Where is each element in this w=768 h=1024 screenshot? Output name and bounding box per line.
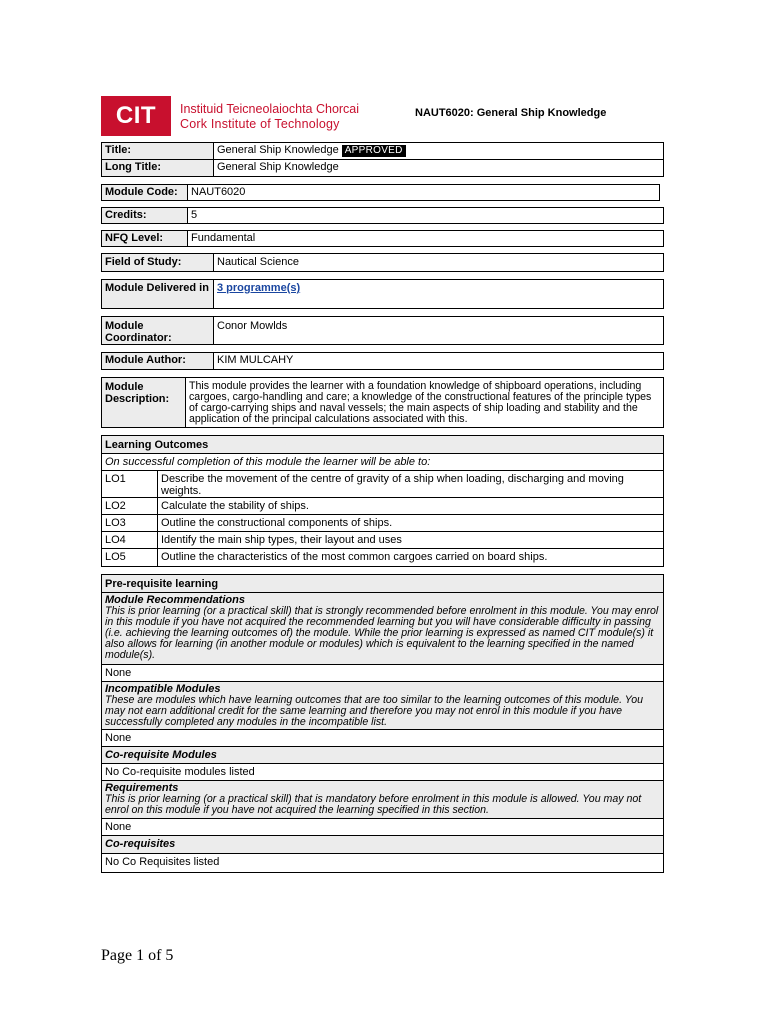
lo-text: Calculate the stability of ships. [161, 500, 309, 512]
long-title-label: Long Title: [102, 160, 214, 176]
logo-irish-name: Instituid Teicneolaiochta Chorcai [180, 102, 360, 116]
logo-mark: CIT [101, 96, 171, 136]
nfq-row [101, 230, 664, 247]
document-title: NAUT6020: General Ship Knowledge [415, 107, 607, 119]
coordinator-label: Module Coordinator: [102, 317, 214, 344]
field-label: Field of Study: [102, 254, 214, 271]
requirements-text: This is prior learning (or a practical skill) that is mandatory before enrolment in this module is allowed. You may not enrol on this module if you have not acquired the learning specified in this section. [105, 793, 642, 816]
description-label: Module Description: [102, 378, 186, 427]
description-row [101, 377, 664, 428]
requirements-title: Requirements [105, 782, 179, 794]
prerequisite-table [101, 574, 664, 873]
nfq-label: NFQ Level: [102, 231, 188, 246]
incompatible-title: Incompatible Modules [105, 683, 221, 695]
module-code-value: NAUT6020 [191, 186, 246, 198]
corequisite-modules-title: Co-requisite Modules [105, 749, 217, 761]
recommendations-title: Module Recommendations [105, 594, 245, 606]
status-badge: APPROVED [342, 145, 406, 157]
credits-label: Credits: [102, 208, 188, 223]
corequisites-value: No Co Requisites listed [105, 856, 220, 868]
delivered-row [101, 279, 664, 309]
prerequisite-heading: Pre-requisite learning [105, 578, 219, 590]
title-table [101, 142, 664, 177]
coordinator-value: Conor Mowlds [217, 320, 288, 332]
author-value: KIM MULCAHY [217, 354, 294, 366]
delivered-value [214, 280, 663, 308]
learning-outcomes-intro: On successful completion of this module the learner will be able to: [105, 456, 431, 468]
learning-outcomes-table [101, 435, 664, 567]
long-title-value: General Ship Knowledge [217, 161, 339, 173]
corequisites-title: Co-requisites [105, 838, 176, 850]
lo-code: LO4 [102, 532, 158, 548]
title-text: General Ship Knowledge [217, 144, 339, 156]
author-row [101, 352, 664, 370]
cit-logo [101, 96, 395, 136]
incompatible-text: These are modules which have learning outcomes that are too similar to the learning outcomes of this module. You may not earn additional credit for the same learning and therefore you may not enrol in this module if you have successfully completed any modules in the incompatible list. [105, 694, 644, 728]
coordinator-row [101, 316, 664, 345]
title-value [214, 143, 663, 159]
programmes-link[interactable]: 3 programme(s) [217, 282, 301, 294]
field-value: Nautical Science [217, 256, 299, 268]
description-value: This module provides the learner with a foundation knowledge of shipboard operations, including cargoes, cargo-handling and care; a knowledge of the constructional features of the principle types of cargo-carrying ships and naval vessels; the main aspects of ship loading and stability and the application of the principal calculations associated with this. [189, 380, 652, 425]
nfq-value: Fundamental [191, 232, 256, 244]
corequisite-modules-value: No Co-requisite modules listed [105, 766, 255, 778]
author-label: Module Author: [102, 353, 214, 369]
lo-text: Outline the characteristics of the most common cargoes carried on board ships. [161, 551, 548, 563]
recommendations-text: This is prior learning (or a practical skill) that is strongly recommended before enrolment in this module. You may enrol in this module if you have not acquired the recommended learning but you will have considerable difficulty in passing (i.e. achieving the learning outcomes of) the module. While the prior learning is expressed as named CIT module(s) it also allows for learning (in another module or modules) which is equivalent to the learning specified in the named module(s). [105, 605, 659, 661]
requirements [102, 781, 663, 818]
field-row [101, 253, 664, 272]
lo-text: Describe the movement of the centre of gravity of a ship when loading, discharging and moving weights. [161, 473, 624, 497]
module-recommendations [102, 593, 663, 664]
lo-code: LO2 [102, 498, 158, 514]
title-label: Title: [102, 143, 214, 159]
lo-text: Outline the constructional components of ships. [161, 517, 393, 529]
credits-value: 5 [191, 209, 198, 221]
lo-code: LO3 [102, 515, 158, 531]
page-number: Page 1 of 5 [101, 947, 174, 964]
lo-code: LO1 [102, 471, 158, 497]
module-code-row [101, 184, 660, 201]
lo-code: LO5 [102, 549, 158, 566]
lo-text: Identify the main ship types, their layout and uses [161, 534, 402, 546]
incompatible-modules [102, 682, 663, 729]
logo-english-name: Cork Institute of Technology [180, 117, 340, 131]
requirements-value: None [105, 821, 132, 833]
delivered-label: Module Delivered in [102, 280, 214, 308]
module-code-label: Module Code: [102, 185, 188, 200]
learning-outcomes-heading: Learning Outcomes [105, 439, 209, 451]
recommendations-value: None [105, 667, 132, 679]
credits-row [101, 207, 664, 224]
incompatible-value: None [105, 732, 132, 744]
